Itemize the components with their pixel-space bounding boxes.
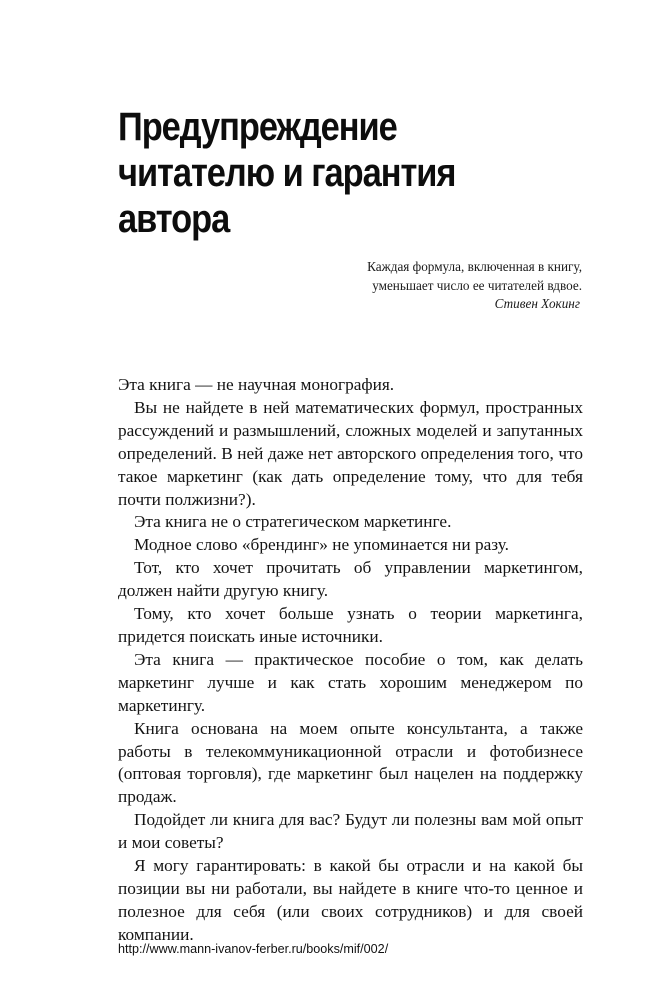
source-url: http://www.mann-ivanov-ferber.ru/books/mif/002/	[118, 942, 389, 956]
epigraph	[300, 258, 582, 314]
epigraph-quote-line: уменьшает число ее читателей вдвое.	[372, 277, 582, 293]
chapter-title-line: читателю и гарантия	[118, 151, 456, 195]
body-text	[118, 374, 583, 947]
paragraph: Модное слово «брендинг» не упоминается ни разу.	[134, 535, 509, 555]
epigraph-author: Стивен Хокинг	[494, 296, 580, 311]
chapter-title-line: Предупреждение	[118, 105, 397, 149]
paragraph: Эта книга — практическое пособие о том, как делать маркетинг лучше и как стать хорошим менеджером по маркетингу.	[118, 649, 583, 715]
paragraph: Вы не найдете в ней математических формул, пространных рассуждений и размышлений, сложных моделей и запутанных определений. В ней даже нет авторского определения того, что такое маркетинг (как дать определение тому, что для тебя почти полжизни?).	[118, 397, 583, 509]
paragraph: Эта книга — не научная монография.	[118, 375, 395, 394]
epigraph-quote-line: Каждая формула, включенная в книгу,	[367, 259, 582, 274]
chapter-title	[118, 104, 531, 242]
paragraph: Книга основана на моем опыте консультанта, а также работы в телекоммуникационной отрасли и фотобизнесе (оптовая торговля), где маркетинг был нацелен на поддержку продаж.	[118, 718, 583, 807]
paragraph: Тот, кто хочет прочитать об управлении маркетингом, должен найти другую книгу.	[118, 558, 583, 601]
paragraph: Подойдет ли книга для вас? Будут ли полезны вам мой опыт и мои советы?	[118, 810, 583, 853]
paragraph: Тому, кто хочет больше узнать о теории маркетинга, придется поискать иные источники.	[118, 604, 583, 646]
chapter-title-line: автора	[118, 197, 230, 241]
paragraph: Я могу гарантировать: в какой бы отрасли и на какой бы позиции вы ни работали, вы найдете в книге что-то ценное и полезное для себя (или своих сотрудников) и для своей компании.	[118, 856, 583, 944]
paragraph: Эта книга не о стратегическом маркетинге.	[134, 512, 452, 532]
